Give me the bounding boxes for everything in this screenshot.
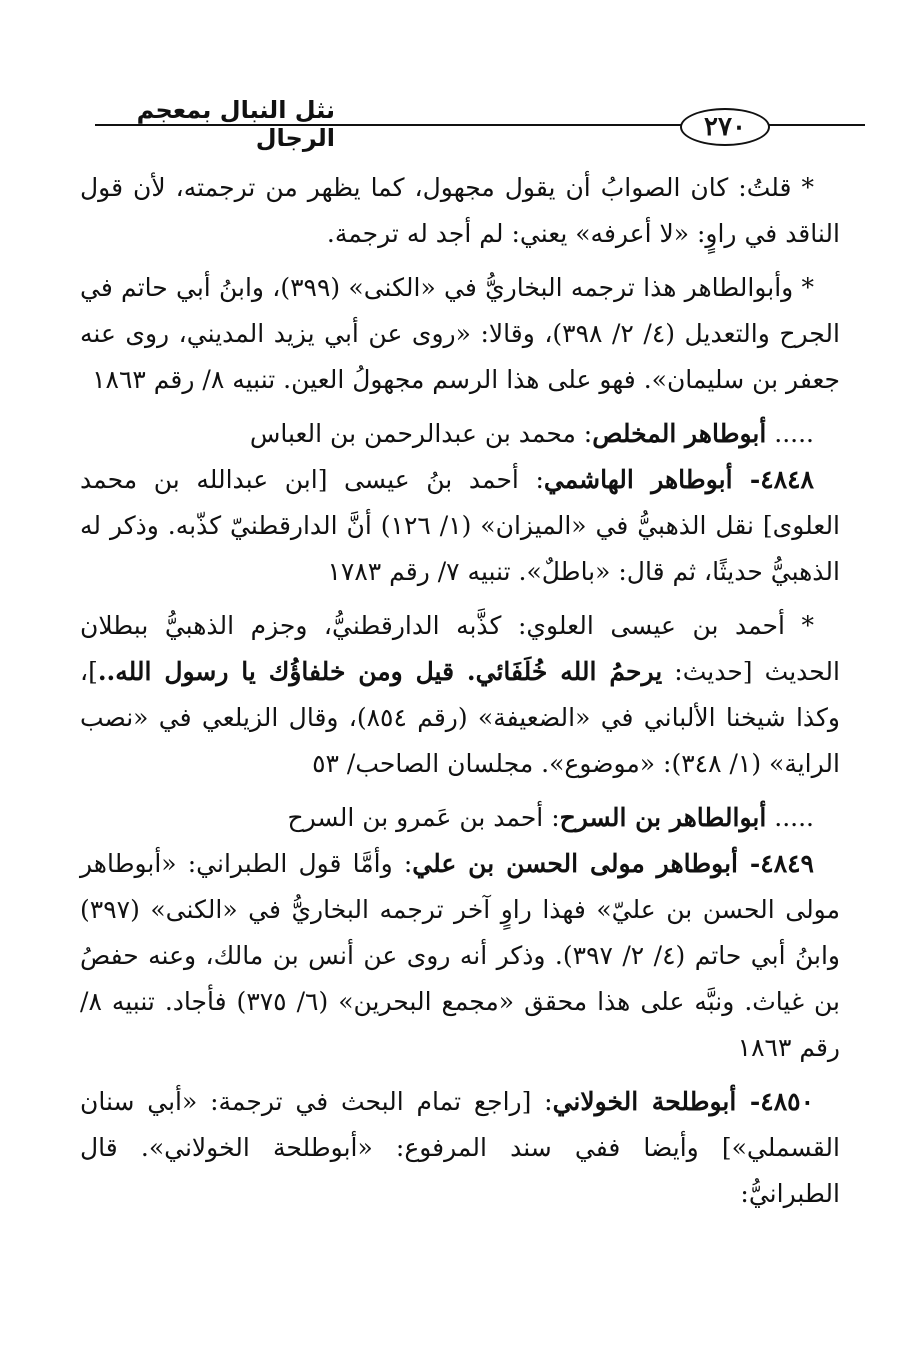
entry-text: : أحمد بنُ عيسى [ابن عبدالله بن محمد العلوى] نقل الذهبيُّ في «الميزان» (١/ ١٢٦) أنَّ الدارقطنيّ كذّبه. وذكر له الذهبيُّ حديثًا، ثم قال: «باطلٌ». تنبيه ٧/ رقم ١٧٨٣: [80, 465, 841, 586]
entry-name: أبوطاهر المخلص: [592, 419, 767, 448]
entry-name: أبوطاهر مولى الحسن بن علي: [412, 849, 738, 878]
note-text: * أحمد بن عيسى العلوي: كذَّبه الدارقطنيُّ، وجزم الذهبيُّ ببطلان الحديث [حديث:: [80, 611, 840, 686]
entry-number: ٤٨٤٨-: [732, 465, 814, 494]
entry-text: : [راجع تمام البحث في ترجمة: «أبي سنان القسملي»] وأيضا ففي سند المرفوع: «أبوطلحة الخولاني». قال الطبرانيُّ:: [80, 1087, 840, 1208]
entry-paragraph: [80, 457, 840, 595]
leader-dots: .....: [766, 803, 814, 832]
note-text: ]، وكذا شيخنا الألباني في «الضعيفة» (رقم ٨٥٤)، وقال الزيلعي في «نصب الراية» (١/ ٣٤٨): «موضوع». مجلسان الصاحب/ ٥٣: [80, 657, 840, 778]
page-number: ٢٧٠: [680, 108, 770, 146]
entry-number: ٤٨٥٠-: [736, 1087, 814, 1116]
entry-number: ٤٨٤٩-: [737, 849, 814, 878]
entry-paragraph: [80, 841, 840, 1071]
entry-name: أبوطلحة الخولاني: [552, 1087, 737, 1116]
entry-name: أبوالطاهر بن السرح: [559, 803, 767, 832]
leader-dots: .....: [766, 419, 814, 448]
note-paragraph: * قلتُ: كان الصوابُ أن يقول مجهول، كما يظهر من ترجمته، لأن قول الناقد في راوٍ: «لا أعرفه» يعني: لم أجد له ترجمة.: [80, 173, 840, 248]
entry-text: : أحمد بن عَمرو بن السرح: [287, 803, 560, 832]
running-title: نثل النبال بمعجم الرجال: [136, 96, 335, 152]
entry-name: أبوطاهر الهاشمي: [543, 465, 733, 494]
entry-text: : محمد بن عبدالرحمن بن العباس: [249, 419, 593, 448]
entry-paragraph: [80, 1079, 840, 1217]
note-paragraph: [80, 603, 840, 787]
entry-text: : وأمَّا قول الطبراني: «أبوطاهر مولى الحسن بن عليّ» فهذا راوٍ آخر ترجمه البخاريُّ في «الكنى» (٣٩٧) وابنُ أبي حاتم (٤/ ٢/ ٣٩٧). وذكر أنه روى عن أنس بن مالك، وعنه حفصُ بن غياث. ونبَّه على هذا محقق «مجمع البحرين» (٦/ ٣٧٥) فأجاد. تنبيه ٨/ رقم ١٨٦٣: [80, 849, 841, 1062]
cross-reference: [80, 795, 840, 841]
page-body: [80, 165, 840, 1217]
cross-reference: [80, 411, 840, 457]
note-paragraph: * وأبوالطاهر هذا ترجمه البخاريُّ في «الكنى» (٣٩٩)، وابنُ أبي حاتم في الجرح والتعديل (٤/ ٢/ ٣٩٨)، وقالا: «روى عن أبي يزيد المديني، روى عنه جعفر بن سليمان». فهو على هذا الرسم مجهولُ العين. تنبيه ٨/ رقم ١٨٦٣: [80, 273, 840, 394]
page-header: [0, 0, 920, 160]
hadith-text: يرحمُ الله خُلَفَائي. قيل ومن خلفاؤُك يا رسول الله..: [97, 657, 663, 686]
